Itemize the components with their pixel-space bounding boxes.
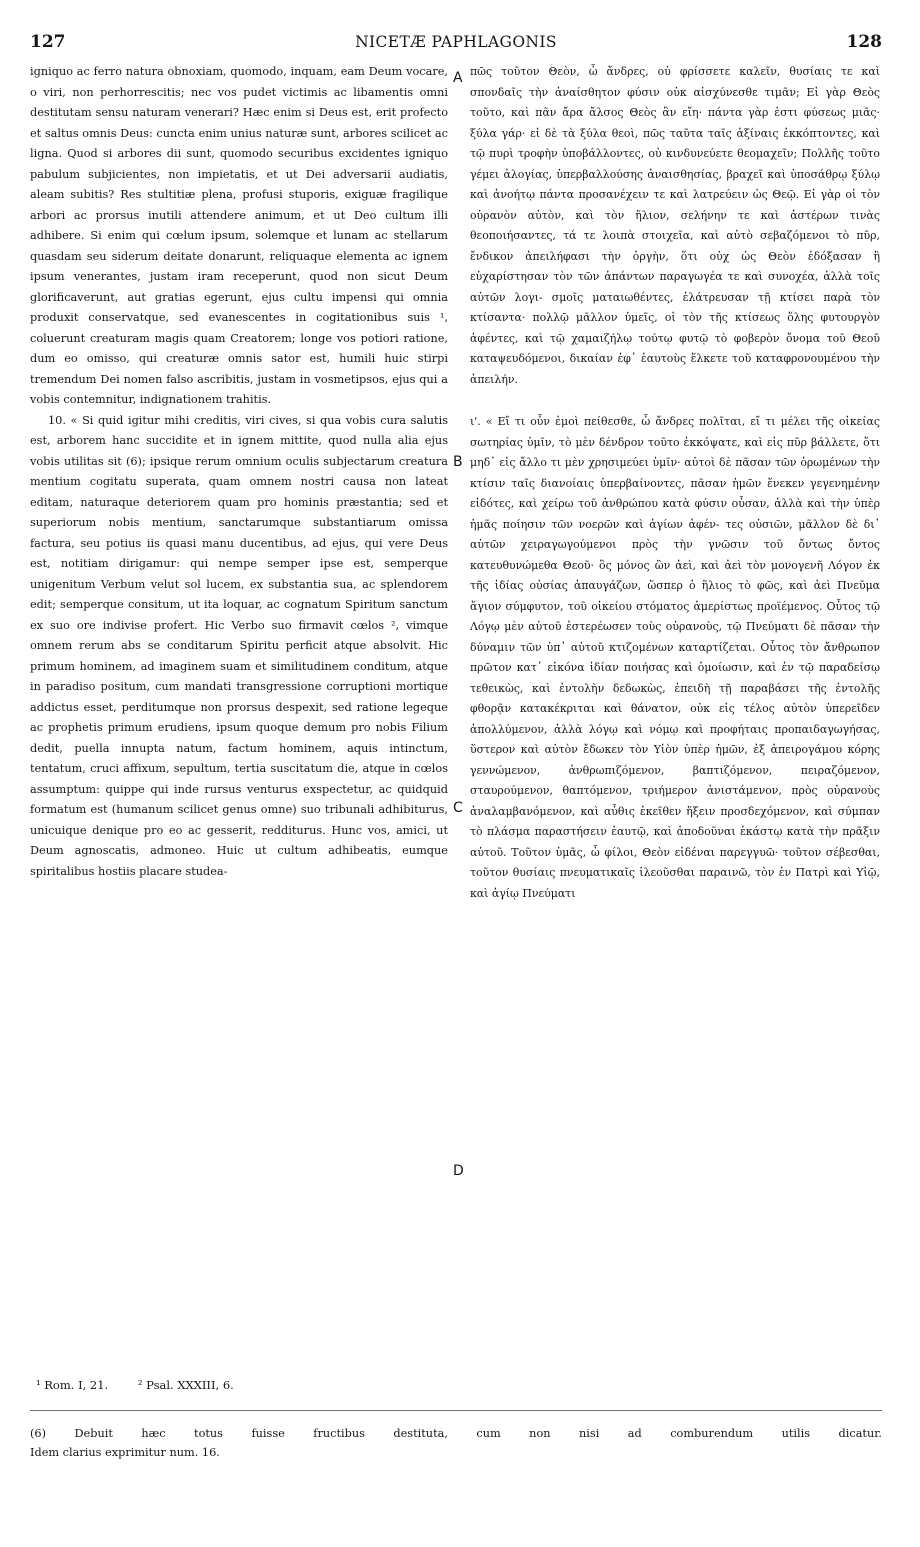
editor-note — [30, 1424, 882, 1462]
greek-text: σμοῖς ματαιωθέντες, ἐλάτρευσαν τῇ κτίσει παρὰ τὸν κτίσαντα· πολλῷ μᾶλλον ὑμεῖς, οἱ τὸν τῆς κτίσεως ὅλης φυτουργὸν ἀφέντες, καὶ τῷ χαμαιζήλῳ τούτῳ φυτῷ τὸ φοβερὸν ὄνομα τοῦ Θεοῦ καταψευδόμενοι, δικαίαν ἐφ᾽ ἑαυτοὺς ἕλκετε τοῦ καταφρονουμένου τὴν ἀπειλήν. — [470, 290, 880, 386]
greek-paragraph — [470, 62, 880, 390]
greek-text: ἀπειρογάμου κόρης γεννώμενον, ἀνθρωπιζόμενον, βαπτιζόμενον, πειραζόμενον, σταυρούμενον, θαπτόμενον, τριήμερον ἀνιστάμενον, πρὸς οὐρανοὺς ἀναλαμβανόμενον, καὶ αὖθις ἐκεῖθεν ἥξειν προσδεχόμενον, καὶ σύμπαν τὸ πλάσμα παραστήσειν ἑαυτῷ, καὶ ἀποδοῦναι ἑκάστῳ κατὰ τὴν πρᾶξιν αὐτοῦ. Τοῦτον ὑμᾶς, ὦ φίλοι, Θεὸν εἰδέναι παρεγγυῶ· τοῦτον σέβεσθαι, τοῦτον θυσίαις πνευματικαῖς ἱλεοῦσθαι παραινῶ, τὸν ἐν Πατρὶ καὶ Υἱῷ, καὶ ἁγίῳ Πνεύματι — [470, 743, 881, 900]
latin-paragraph — [30, 62, 448, 411]
scripture-references — [36, 1378, 260, 1392]
page-header — [30, 32, 882, 62]
latin-text: manu ducentibus, ad ejus, qui vere Deus est, notitiam dirigamur: qui nempe semper ipse est, semperque unigenitum Verbum velut sol lucem, ex substantia sua, ac splendorem edit; semperque consitum, ut ita loquar, ac cognatum Spiritum sanctum ex suo ore indivise profert. Hic Verbo suo firmavit cœlos ², vimque omnem rerum abs se conditarum Spiritu perficit atque absolvit. Hic primum hominem, ad imaginem suam et similitudinem conditum, atque in paradiso positum, cum mandati transgressione corruptioni mortique addictus esset, perditumque non prorsus despexit, sed ratione legeque ac prophetis primum erudiens, ipsum quoque demum pro nobis Filium dedit, puella innupta natum, factum hominem, aquis intinctum, tentatum, cruci affixum, sepultum, tertia suscitatum die, atque in cœlos assumptum: quippe qui inde rursus venturus exspectetur, ac quidquid formatum est (humanum scilicet genus omne) suo tribunali adhibiturus, unicuique denique pro eo ac gesserit, redditurus. Hunc vos, amici, ut Deum agnoscatis, admoneo. Huic ut cultum adhibeatis, eumque spiritalibus hostiis placare studea- — [30, 536, 449, 878]
page-number-left: 127 — [30, 32, 66, 52]
greek-column — [470, 62, 880, 904]
section-marker-d: D — [453, 1163, 464, 1179]
footnote-divider — [30, 1410, 882, 1411]
latin-text: iram receperunt, quod non sicut Deum glorificaverunt, aut gratias egerunt, ejus cultu impensi qui omnia produxit conservatque, sed evanescentes in cogitationibus suis ¹, coluerunt creaturam magis quam Creatorem; longe vos potiori ratione, dum eo omisso, qui creaturæ omnis sator est, humili huic stirpi tremendum Dei nomen falso ascribitis, justam in vosmetipsos, ejus qui a vobis contemnitur, indignationem trahitis. — [30, 270, 448, 406]
latin-paragraph — [30, 411, 448, 883]
latin-column — [30, 62, 448, 882]
section-marker-a: A — [453, 70, 463, 86]
greek-text: τες οὐσιῶν, μᾶλλον δὲ δι᾽ αὐτῶν χειραγωγούμενοι πρὸς τὴν γνῶσιν τοῦ ὄντως ὄντος κατευθυνώμεθα Θεοῦ· ὃς μόνος ὢν ἀεὶ, καὶ ἀεὶ τὸν μονογενῆ Λόγον ἐκ τῆς ἰδίας οὐσίας ἀπαυγάζων, ὥσπερ ὁ ἥλιος τὸ φῶς, καὶ ἀεὶ Πνεῦμα ἅγιον σύμφυτον, τοῦ οἰκείου στόματος ἀμερίστως προϊέμενος. Οὗτος τῷ Λόγῳ μὲν αὐτοῦ ἐστερέωσεν τοὺς οὐρανοὺς, τῷ Πνεύματι δὲ πᾶσαν τὴν δύναμιν τῶν ὑπ᾽ αὐτοῦ κτιζομένων καταρτίζεται. Οὗτος τὸν ἄνθρωπον πρῶτον κατ᾽ εἰκόνα ἰδίαν ποιήσας καὶ ὁμοίωσιν, καὶ ἐν τῷ παραδείσῳ τεθεικὼς, καὶ ἐντολὴν δεδωκὼς, ἐπειδὴ τῇ παραβάσει τῆς ἐντολῆς φθορᾷν κατακέκριται καὶ θάνατον, οὐκ εἰς τέλος αὐτὸν ὑπερεῖδεν ἀπολλύμενον, ἀλλὰ λόγῳ καὶ νόμῳ καὶ προφήταις προπαιδαγωγήσας, ὕστερον καὶ αὐτὸν ἔδωκεν τὸν Υἱὸν ὑπὲρ ἡμῶν, ἐξ — [470, 517, 880, 756]
section-marker-b: B — [453, 454, 463, 470]
page-number-right: 128 — [846, 32, 882, 52]
editor-note-line: (6) Debuit hæc totus fuisse fructibus destituta, cum non nisi ad comburendum utilis dicatur. — [30, 1427, 882, 1440]
footnote-ref-2: ² Psal. XXXIII, 6. — [137, 1378, 234, 1392]
greek-text: πῶς τοῦτον Θεὸν, ὦ ἄνδρες, οὐ φρίσσετε καλεῖν, θυσίαις τε καὶ σπονδαῖς τὴν ἀναίσθητον φύσιν οὐκ αἰσχύνεσθε τιμᾶν; Εἰ γὰρ Θεὸς τοῦτο, καὶ πᾶν ἄρα ἄλσος Θεὸς ἂν εἴη· πάντα γὰρ ἐστι φύσεως μιᾶς· ξύλα γάρ· εἰ δὲ τὰ ξύλα θεοὶ, πῶς ταῦτα ταῖς ἀξίναις ἐκκόπτοντες, καὶ τῷ πυρὶ τροφὴν ὑποβάλλοντες, οὐ κινδυνεύετε θεομαχεῖν; Πολλῆς τοῦτο γέμει ἀλογίας, ὑπερβαλλούσης ἀναισθησίας, βραχεῖ καὶ ὑποσάθρῳ ξύλῳ καὶ ἀνοήτῳ πάντα προσανέχειν τε καὶ λατρεύειν ὡς Θεῷ. Εἰ γὰρ οἱ τὸν οὐρανὸν αὐτὸν, καὶ τὸν ἥλιον, σελήνην τε καὶ ἀστέρων τινὰς θεοποιήσαντες, τά τε λοιπὰ στοιχεῖα, καὶ αὐτὸ σεβαζόμενοι τὸ πῦρ, ἔνδικον ἀπειλήφασι τὴν ὀργὴν, ὅτι οὐχ ὡς Θεὸν ἐδόξασαν ἢ εὐχαρίστησαν τὸν τῶν ἁπάντων παραγωγέα τε καὶ συνοχέα, ἀλλὰ τοῖς αὐτῶν λογι- — [470, 65, 880, 304]
latin-text: 10. « Si quid igitur mihi creditis, viri cives, si qua vobis cura salutis est, arborem hanc succidite et in ignem mittite, quod nulla alia ejus vobis utilitas sit (6); ipsique rerum omnium oculis subjectarum creatura mentium cogitatu superata, quam omnem nostri causa non lateat editam, naturaque deteriorem quam pro hominis præstantia; sed et superiorum nobis mentium, sanctarumque substantiarum omissa factura, seu potius iis quasi — [30, 413, 448, 550]
editor-note-line: Idem clarius exprimitur num. 16. — [30, 1446, 220, 1459]
section-marker-c: C — [453, 800, 463, 816]
footnote-ref-1: ¹ Rom. I, 21. — [36, 1378, 109, 1392]
greek-paragraph — [470, 412, 880, 904]
running-head: NICETÆ PAPHLAGONIS — [355, 33, 557, 51]
greek-text: ι'. « Εἴ τι οὖν ἐμοὶ πείθεσθε, ὦ ἄνδρες πολῖται, εἴ τι μέλει τῆς οἰκείας σωτηρίας ὑμῖν, τὸ μὲν δένδρον τοῦτο ἐκκόψατε, καὶ εἰς πῦρ βάλλετε, ὅτι μηδ᾽ εἰς ἄλλο τι μὲν χρησιμεύει ὑμῖν· αὐτοὶ δὲ πᾶσαν τῶν ὁρωμένων τὴν κτίσιν ταῖς διανοίαις ὑπερβαίνοντες, πᾶσαν ἡμῶν ἕνεκεν γεγενημένην εἰδότες, καὶ χείρω τοῦ ἀνθρώπου κατὰ φύσιν οὖσαν, ἀλλὰ καὶ τὴν ὑπὲρ ἡμᾶς ποίησιν τῶν νοερῶν καὶ ἁγίων ἀφέν- — [470, 415, 880, 531]
latin-text: igniquo ac ferro natura obnoxiam, quomodo, inquam, eam Deum vocare, o viri, non perhorrescitis; nec vos pudet victimis ac libamentis omni destitutam sensu naturam venerari? Hæc enim si Deus est, erit profecto et saltus omnis Deus: cuncta enim unius naturæ sunt, arbores scilicet ac ligna. Quod si arbores dii sunt, quomodo securibus excidentes igniquo pabulum subjicientes, non impietatis, et ut Dei adversarii audiatis, aleam subitis? Res stultitiæ plena, profusi stuporis, exiguæ fragilique arbori ac prorsus inutili attendere animum, et ut Deo cultum illi adhibere. Si enim qui cœlum ipsum, solemque et lunam ac stellarum quasdam seu siderum deitate donarunt, reliquaque elementa ac ignem ipsum venerantes, justam — [30, 65, 448, 283]
